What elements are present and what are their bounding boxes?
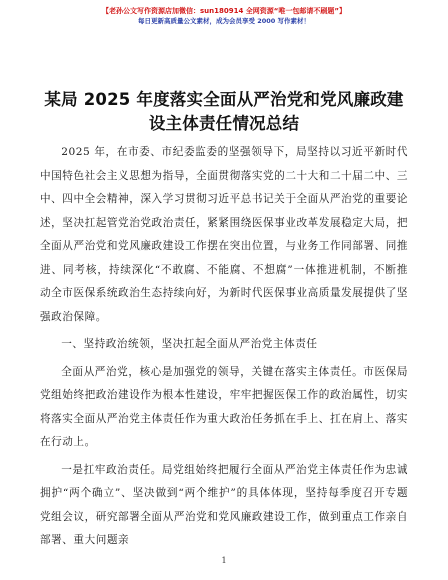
document-body (40, 141, 408, 553)
document-title: 某局 2025 年度落实全面从严治党和党风廉政建设主体责任情况总结 (44, 90, 404, 133)
intro-paragraph: 2025 年，在市委、市纪委监委的坚强领导下，局坚持以习近平新时代中国特色社会主义思想为指导，全面贯彻落实党的二十大和二十届二中、三中、四中全会精神，深入学习贯彻习近平总书记关于全面从严治党的重要论述，坚决扛起管党治党政治责任，紧紧围绕医保事业改革发展稳定大局，把全面从严治党和党风廉政建设工作摆在突出位置，与业务工作同部署、同推进、同考核，持续深化“不敢腐、不能腐、不想腐”一体推进机制，不断推动全市医保系统政治生态持续向好，为新时代医保事业高质量发展提供了坚强政治保障。 (40, 146, 408, 323)
section-heading-1: 一、坚持政治统领，坚决扛起全面从严治党主体责任 (61, 338, 318, 350)
page-number: 1 (221, 556, 227, 565)
promo-banner-line-2: 每日更新高质量公文素材，成为会员享受 2000 写作素材！ (137, 17, 311, 25)
section-paragraph: 全面从严治党，核心是加强党的领导，关键在落实主体责任。市医保局党组始终把政治建设作为根本性建设，牢牢把握医保工作的政治属性，切实将落实全面从严治党主体责任作为重大政治任务抓在手上、扛在肩上、落实在行动上。 (40, 365, 408, 448)
section-paragraph: 一是扛牢政治责任。局党组始终把履行全面从严治党主体责任作为忠诚拥护“两个确立”、坚决做到“两个维护”的具体体现，坚持每季度召开专题党组会议，研究部署全面从严治党和党风廉政建设工作，做到重点工作亲自部署、重大问题亲 (40, 463, 408, 546)
promo-banner-line-1: 【老孙公文写作资源店加微信：sun180914 全网资源“唯一包邮请不刷题”】 (102, 7, 346, 15)
promo-banner (0, 6, 448, 26)
